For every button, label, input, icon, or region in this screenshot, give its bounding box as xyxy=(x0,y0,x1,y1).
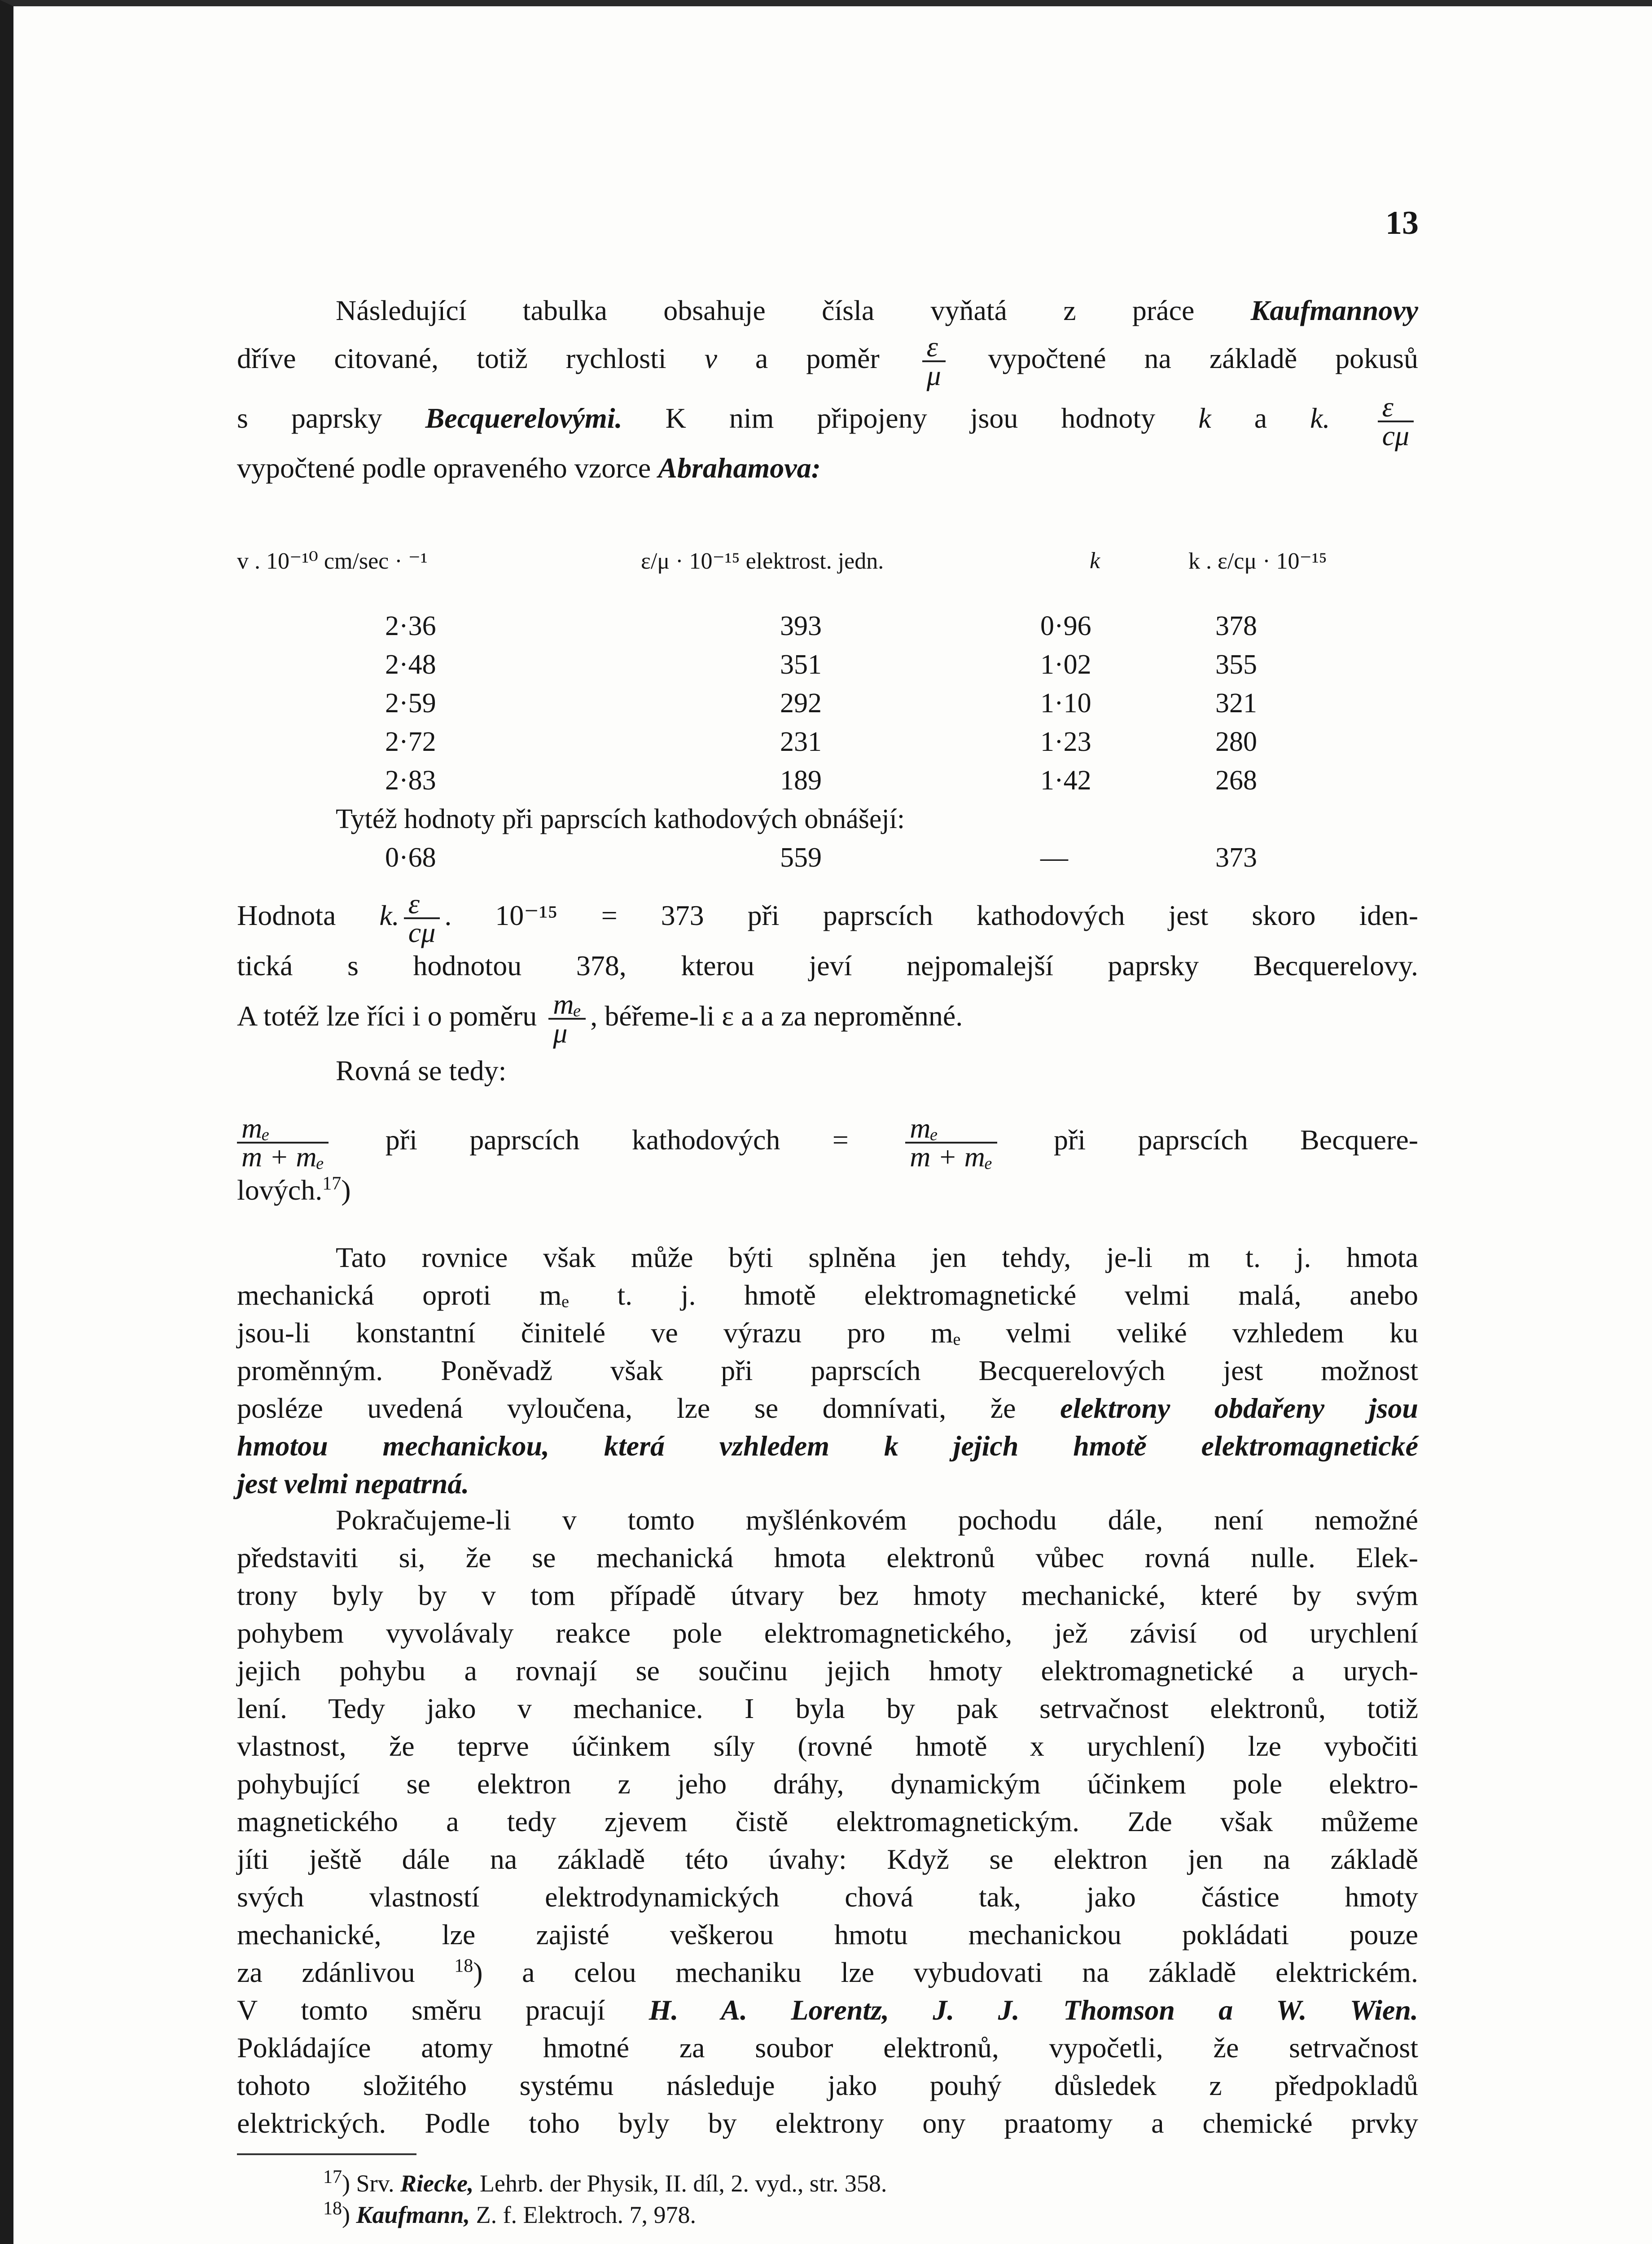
cell: 559 xyxy=(780,842,822,873)
table-row xyxy=(237,726,1404,765)
p3-line: mechanické, lze zajisté veškerou hmotu mechanickou pokládati pouze xyxy=(237,1919,1418,1950)
cell: 2·59 xyxy=(385,688,436,719)
p3-line: magnetického a tedy zjevem čistě elektromagnetickým. Zde však můžeme xyxy=(237,1806,1418,1837)
p3-line: představiti si, že se mechanická hmota elektronů vůbec rovná nulle. Elek- xyxy=(237,1542,1418,1573)
footnote-text: ) Srv. xyxy=(342,2170,394,2197)
footnote-17 xyxy=(323,2168,887,2199)
formula-line-2 xyxy=(237,1171,1418,1209)
footnote-number: 17 xyxy=(323,2167,342,2187)
footnote-ref-17: 17 xyxy=(322,1173,342,1194)
p2-line-6: hmotou mechanickou, která vzhledem k jejich hmotě elektromagnetické xyxy=(237,1430,1418,1462)
cell: 355 xyxy=(1215,649,1257,680)
cell: 2·83 xyxy=(385,765,436,796)
frac-numerator: mₑ xyxy=(548,991,586,1020)
p1-line-1 xyxy=(237,884,1418,947)
intro-text-3b: K nim připojeny jsou hodnoty xyxy=(665,402,1156,434)
p3-line: pohybující se elektron z jeho dráhy, dynamickým účinkem pole elektro- xyxy=(237,1768,1418,1800)
intro-text-3c: a xyxy=(1254,402,1267,434)
cell: 1·10 xyxy=(1040,688,1091,719)
footnote-text: Z. f. Elektroch. 7, 978. xyxy=(476,2201,696,2228)
paragraph-pokracujeme xyxy=(237,1501,1418,2142)
symbol-k: k xyxy=(1198,402,1211,434)
header-velocity: v . 10⁻¹⁰ cm/sec · ⁻¹ xyxy=(237,548,428,574)
intro-text-1: Následující tabulka obsahuje čísla vyňatá z práce xyxy=(336,294,1195,326)
frac-numerator: ε xyxy=(404,890,440,919)
symbol-k: k. xyxy=(379,899,399,931)
table-row-cathode xyxy=(237,842,1404,881)
intro-line-3 xyxy=(237,389,1418,449)
footnote-text: Lehrb. der Physik, II. díl, 2. vyd., str. 358. xyxy=(479,2170,887,2197)
cell: 351 xyxy=(780,649,822,680)
p1-text-a: Hodnota xyxy=(237,899,336,931)
p2-line-1: Tato rovnice však může býti splněna jen tehdy, je-li m t. j. hmota xyxy=(336,1241,1418,1273)
p2-line-4: proměnným. Poněvadž však při paprscích Becquerelových jest možnost xyxy=(237,1354,1418,1386)
cell: 2·48 xyxy=(385,649,436,680)
formula-line-1 xyxy=(237,1109,1418,1171)
header-e-mu: ε/μ · 10⁻¹⁵ elektrost. jedn. xyxy=(641,548,884,574)
page-number: 13 xyxy=(1385,205,1419,241)
header-k: k xyxy=(1090,548,1100,574)
fraction-me-over-m-plus-me xyxy=(237,1112,329,1173)
p1-line-2 xyxy=(237,947,1418,985)
p2-line-2: mechanická oproti mₑ t. j. hmotě elektromagnetické velmi malá, anebo xyxy=(237,1279,1418,1311)
footnote-author: Kaufmann, xyxy=(356,2201,470,2228)
frac-numerator: ε xyxy=(922,333,946,362)
frac-numerator: mₑ xyxy=(237,1115,329,1144)
intro-text-2c: vypočtené na základě pokusů xyxy=(988,342,1419,374)
footnote-author: Riecke, xyxy=(400,2170,474,2197)
cell: — xyxy=(1040,842,1068,873)
footnote-18: $^{18}$) Kaufmann, Z. f. Elektroch. 7, 978. xyxy=(323,2198,696,2228)
p1-text-3a: A totéž lze říci i o poměru xyxy=(237,1000,537,1032)
cell: 1·23 xyxy=(1040,727,1091,757)
rovna-se-tedy xyxy=(237,1052,1418,1090)
cell: 1·02 xyxy=(1040,649,1091,680)
p3-line-14 xyxy=(237,1991,1418,2029)
fraction-e-over-mu xyxy=(922,331,946,392)
cell: 0·96 xyxy=(1040,611,1091,641)
cell: 2·36 xyxy=(385,611,436,641)
p1-text-2: tická s hodnotou 378, kterou jeví nejpomalejší paprsky Becquerelovy. xyxy=(237,950,1418,982)
intro-line-4 xyxy=(237,449,1418,487)
frac-denominator: cμ xyxy=(1382,419,1410,451)
footnote-ref-18: 18 xyxy=(454,1955,473,1977)
fraction-me-over-mu xyxy=(548,988,586,1049)
intro-paragraph xyxy=(237,292,1418,487)
footnote-number: 18 xyxy=(323,2198,342,2219)
cell: 2·72 xyxy=(385,727,436,757)
fraction-e-over-cmu xyxy=(404,888,440,949)
p3-line-16: tohoto složitého systému následuje jako pouhý důsledek z předpokladů xyxy=(237,2069,1418,2101)
intro-line-1 xyxy=(237,292,1418,329)
p3-text-14a: V tomto směru pracují xyxy=(237,1994,605,2026)
paragraph-hodnota xyxy=(237,884,1418,1090)
paragraph-rovnice xyxy=(237,1239,1418,1503)
p3-line: Pokračujeme-li v tomto myšlénkovém pochodu dále, není nemožné xyxy=(336,1504,1418,1536)
p3-line-17: elektrických. Podle toho byly by elektrony ony praatomy a chemické prvky xyxy=(237,2107,1418,2139)
p3-line: jejich pohybu a rovnají se součinu jejich hmoty elektromagnetické a urych- xyxy=(237,1655,1418,1687)
formula-block xyxy=(237,1109,1418,1209)
data-table xyxy=(237,543,1404,881)
cell: 373 xyxy=(1215,842,1257,873)
name-abraham: Abrahamova: xyxy=(658,451,821,484)
intro-text-2a: dříve citované, totiž rychlosti xyxy=(237,342,666,374)
cell: 189 xyxy=(780,765,822,796)
author-name-kaufmann: Kaufmannovy xyxy=(1250,294,1419,326)
cell: 292 xyxy=(780,688,822,719)
p3-line: svých vlastností elektrodynamických chová tak, jako částice hmoty xyxy=(237,1881,1418,1913)
cell: 393 xyxy=(780,611,822,641)
p2-text-5a: posléze uvedená vyloučena, lze se domnívati, že xyxy=(237,1392,1016,1424)
cell: 0·68 xyxy=(385,842,436,873)
formula-text-a: při paprscích kathodových = xyxy=(385,1124,849,1156)
table-row xyxy=(237,688,1404,726)
intro-text-4a: vypočtené podle opraveného vzorce xyxy=(237,451,651,484)
frac-denominator: cμ xyxy=(408,916,436,949)
formula-text-c: lových. xyxy=(237,1174,323,1206)
header-k-e-cmu: k . ε/cμ · 10⁻¹⁵ xyxy=(1188,548,1327,574)
p3-line: lení. Tedy jako v mechanice. I byla by pak setrvačnost elektronů, totiž xyxy=(237,1692,1418,1724)
frac-denominator: μ xyxy=(553,1017,568,1049)
symbol-k2: k. xyxy=(1310,402,1330,434)
table-row xyxy=(237,765,1404,803)
equal-text: Rovná se tedy: xyxy=(336,1055,507,1087)
p2-line-7: jest velmi nepatrná. xyxy=(237,1468,469,1499)
footnote-rule xyxy=(237,2153,416,2155)
intro-line-2 xyxy=(237,329,1419,392)
cell: 378 xyxy=(1215,611,1257,641)
cell: 321 xyxy=(1215,688,1257,719)
cell: 1·42 xyxy=(1040,765,1091,796)
p3-line: jíti ještě dále na základě této úvahy: Když se elektron jen na základě xyxy=(237,1843,1418,1875)
cell: 280 xyxy=(1215,727,1257,757)
fraction-me-over-m-plus-me-2 xyxy=(905,1112,997,1173)
cell: 268 xyxy=(1215,765,1257,796)
p3-line: pohybem vyvolávaly reakce pole elektromagnetického, jež závisí od urychlení xyxy=(237,1617,1418,1649)
symbol-v: v xyxy=(704,342,717,374)
p3-line-15: Pokládajíce atomy hmotné za soubor elektronů, vypočetli, že setrvačnost xyxy=(237,2032,1418,2064)
p2-line-3: jsou-li konstantní činitelé ve výrazu pro mₑ velmi veliké vzhledem ku xyxy=(237,1317,1418,1349)
p2-italic-5: elektrony obdařeny jsou xyxy=(1060,1392,1419,1424)
p1-text-3b: , béřeme-li ε a a za neproměnné. xyxy=(590,1000,963,1032)
p3-line: trony byly by v tom případě útvary bez hmoty mechanické, které by svým xyxy=(237,1579,1418,1611)
table-note: Tytéž hodnoty při paprscích kathodových obnášejí: xyxy=(336,804,905,834)
frac-numerator: ε xyxy=(1378,394,1414,422)
formula-text-b: při paprscích Becquere- xyxy=(1054,1124,1419,1156)
p3-author-names: H. A. Lorentz, J. J. Thomson a W. Wien. xyxy=(649,1994,1419,2026)
table-header-row xyxy=(237,543,1404,610)
frac-denominator: m + mₑ xyxy=(241,1141,324,1173)
fraction-e-over-cmu xyxy=(1378,390,1414,451)
p1-line-3 xyxy=(237,985,1418,1047)
p3-line-13 xyxy=(237,1954,1418,1991)
p1-text-b: . 10⁻¹⁵ = 373 při paprscích kathodových jest skoro iden- xyxy=(444,899,1419,931)
formula-text-c2: ) xyxy=(341,1174,351,1206)
intro-text-3a: s paprsky xyxy=(237,402,382,434)
p2-line-5 xyxy=(237,1389,1418,1427)
intro-text-2b: a poměr xyxy=(755,342,880,374)
p3-text-13a: za zdánlivou xyxy=(237,1956,415,1988)
table-row xyxy=(237,610,1404,649)
p3-text-13b: ) a celou mechaniku lze vybudovati na základě elektrickém. xyxy=(473,1956,1419,1988)
frac-denominator: μ xyxy=(926,359,941,392)
table-row xyxy=(237,649,1404,688)
p3-line: vlastnost, že teprve účinkem síly (rovné hmotě x urychlení) lze vybočiti xyxy=(237,1730,1418,1762)
frac-denominator: m + mₑ xyxy=(910,1141,993,1173)
name-becquerel: Becquerelovými. xyxy=(425,402,622,434)
cell: 231 xyxy=(780,727,822,757)
frac-numerator: mₑ xyxy=(905,1115,997,1144)
table-note-row xyxy=(237,803,1404,842)
